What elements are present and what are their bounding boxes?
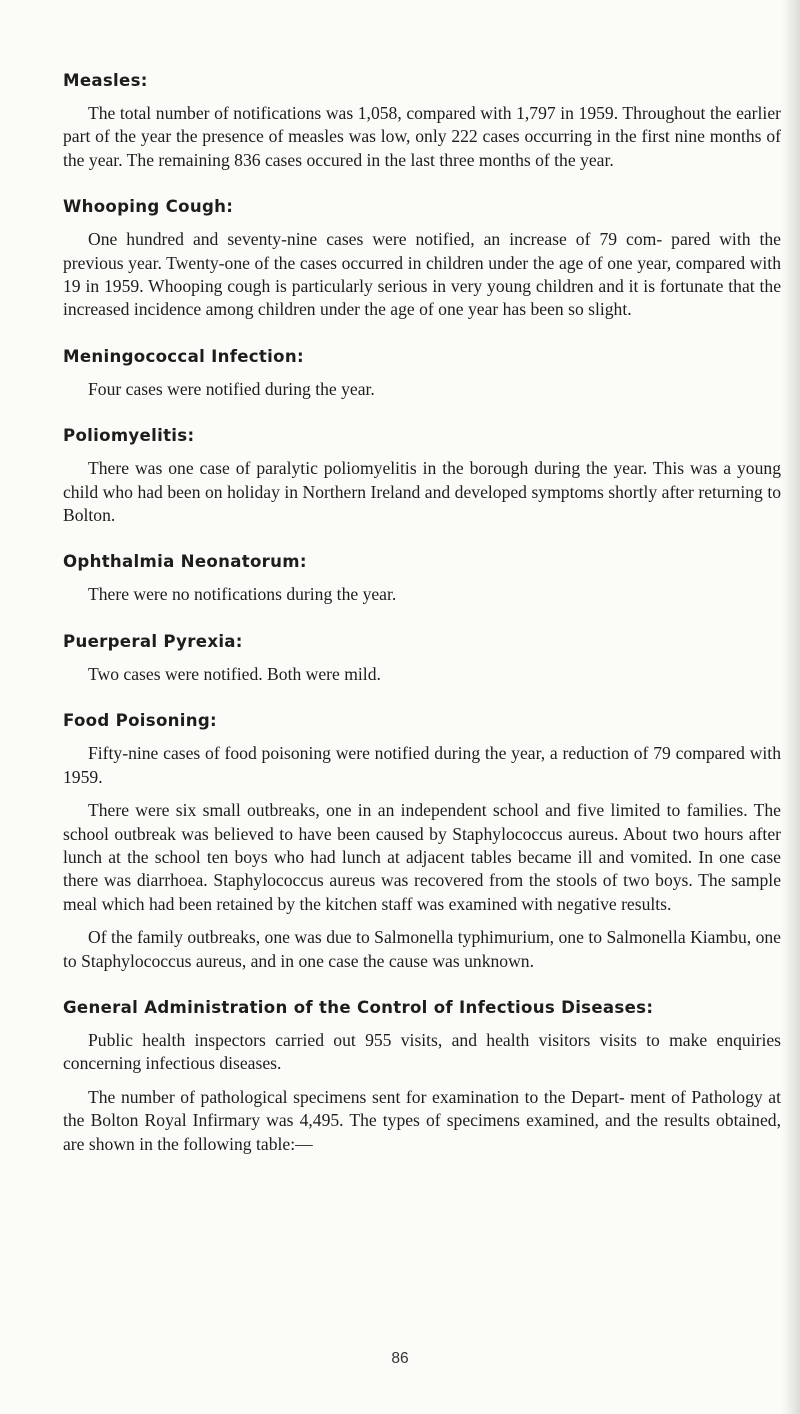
section-ophthalmia-neonatorum <box>63 551 781 606</box>
section-heading: Measles: <box>63 71 148 90</box>
paragraph: Fifty-nine cases of food poisoning were notified during the year, a reduction of 79 compared with 1959. <box>63 743 781 787</box>
paragraph: There were no notifications during the year. <box>88 584 397 605</box>
section-poliomyelitis <box>63 425 781 527</box>
section-general-administration <box>63 997 781 1156</box>
paragraph: There were six small outbreaks, one in an independent school and five limited to families. The school outbreak was believed to have been caused by Staphylococcus aureus. About two hours after lunch at the school ten boys who had lunch at adjacent tables became ill and vomited. In one case there was diarrhoea. Staphylococcus aureus was recovered from the stools of two boys. The sample meal which had been retained by the kitchen staff was examined with negative results. <box>63 800 781 914</box>
section-heading: Ophthalmia Neonatorum: <box>63 552 307 572</box>
page-edge-shadow <box>782 0 800 1414</box>
paragraph: Two cases were notified. Both were mild. <box>88 663 381 684</box>
section-heading: Puerperal Pyrexia: <box>63 631 243 651</box>
section-heading: Whooping Cough: <box>63 197 234 217</box>
paragraph: Public health inspectors carried out 955 visits, and health visitors visits to make enquiries concerning infectious diseases. <box>63 1029 781 1074</box>
section-puerperal-pyrexia <box>63 631 781 686</box>
section-meningococcal-infection <box>63 346 781 401</box>
paragraph: There was one case of paralytic poliomyelitis in the borough during the year. This was a young child who had been on holiday in Northern Ireland and developed symptoms shortly after returning to Bolton. <box>63 458 781 526</box>
section-whooping-cough <box>63 196 781 322</box>
paragraph: The total number of notifications was 1,058, compared with 1,797 in 1959. Throughout the earlier part of the year the presence of measles was low, only 222 cases occurring in the first nine months of the year. The remaining 836 cases occured in the last three months of the year. <box>63 103 781 170</box>
section-heading: Meningococcal Infection: <box>63 346 304 366</box>
paragraph: Of the family outbreaks, one was due to Salmonella typhimurium, one to Salmonella Kiambu, one to Staphylococcus aureus, and in one case the cause was unknown. <box>63 927 781 971</box>
paragraph: Four cases were notified during the year. <box>88 378 375 399</box>
section-heading: General Administration of the Control of Infectious Diseases: <box>63 997 654 1017</box>
section-measles <box>63 70 781 172</box>
paragraph: One hundred and seventy-nine cases were notified, an increase of 79 com- pared with the previous year. Twenty-one of the cases occurred in children under the age of one year, compared with 19 in 1959. Whooping cough is particularly serious in very young children and it is fortunate that the increased incidence among children under the age of one year has been so slight. <box>63 229 781 320</box>
section-heading: Food Poisoning: <box>63 711 217 731</box>
section-food-poisoning <box>63 710 781 973</box>
document-page <box>63 70 781 1180</box>
paragraph: The number of pathological specimens sent for examination to the Depart- ment of Pathology at the Bolton Royal Infirmary was 4,495. The types of specimens examined, and the results obtained, are shown in the following table:— <box>63 1086 781 1154</box>
page-number: 86 <box>391 1350 409 1367</box>
section-heading: Poliomyelitis: <box>63 426 195 446</box>
